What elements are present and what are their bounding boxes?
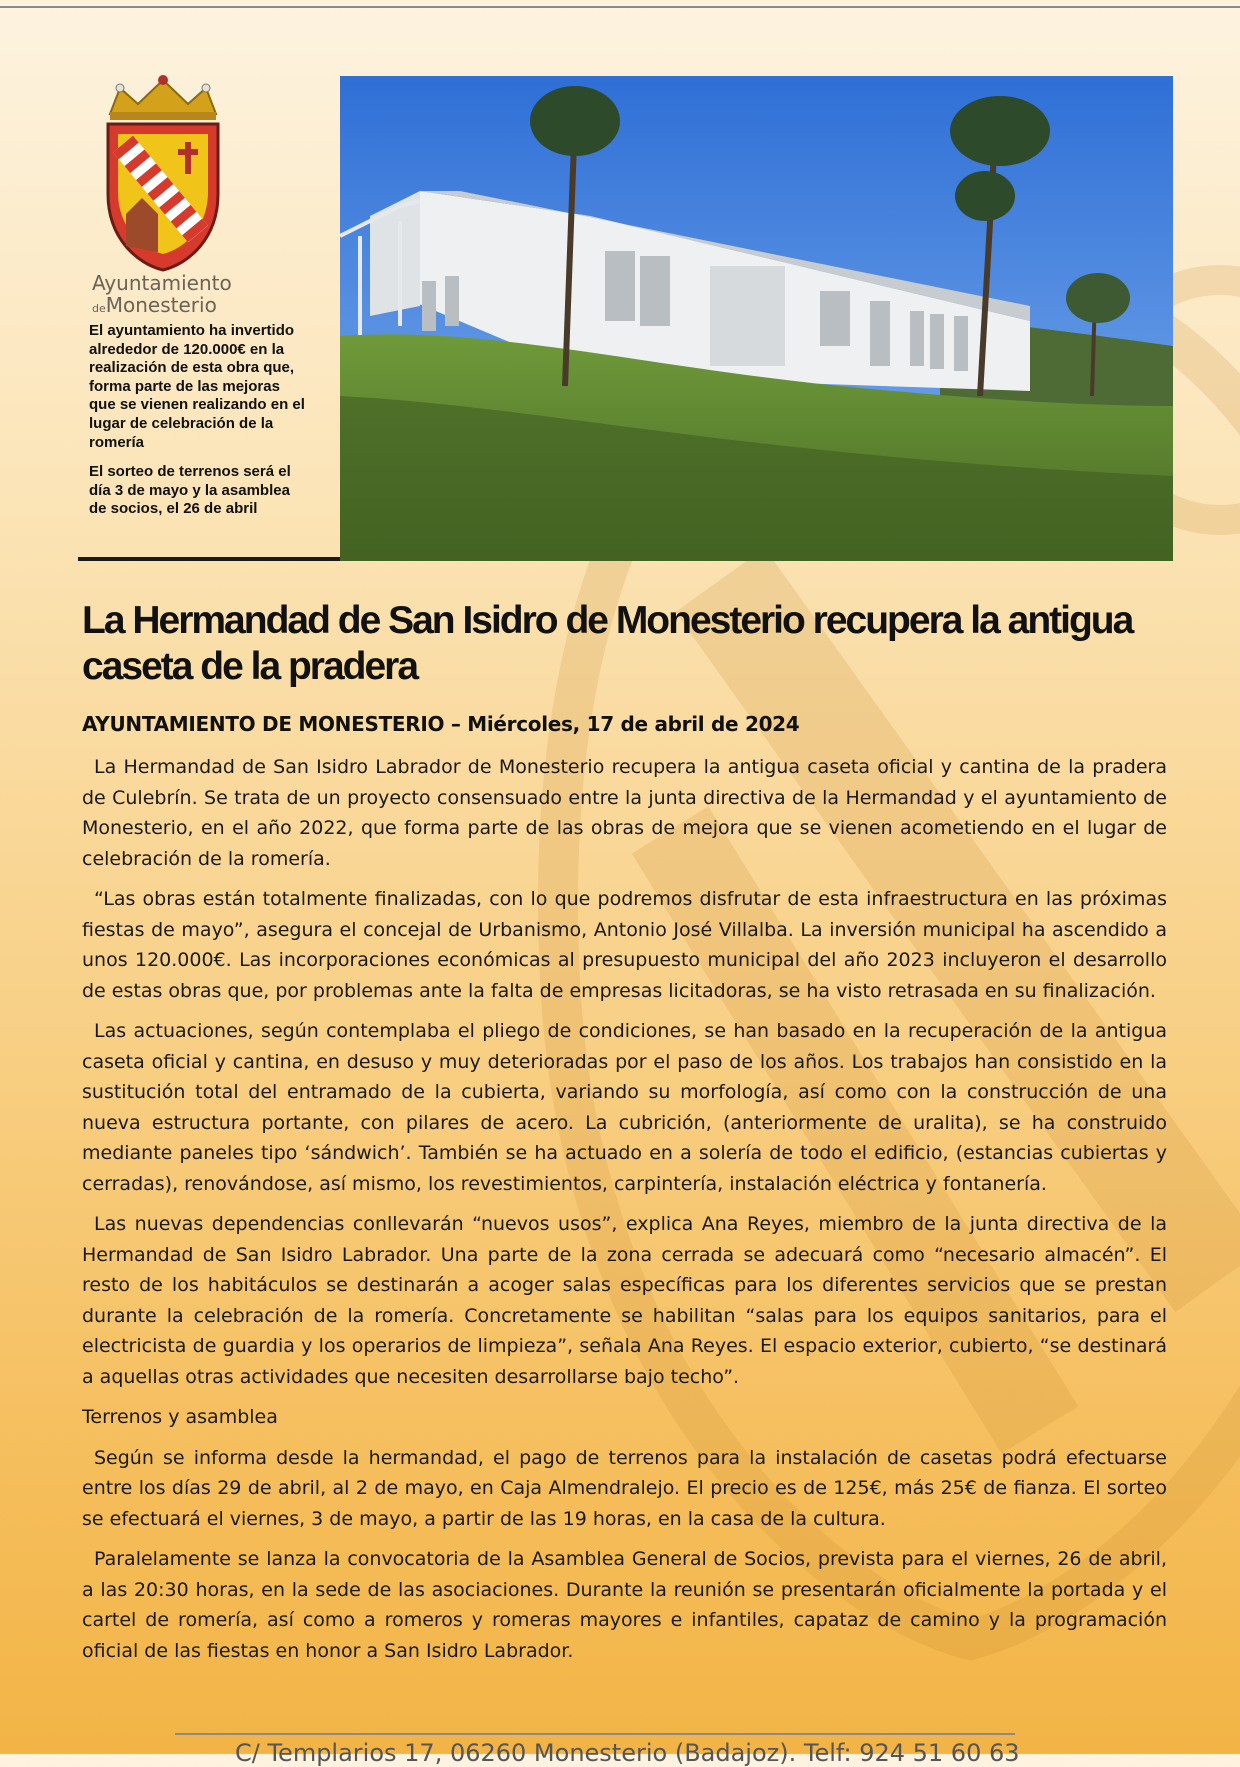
shield-icon bbox=[108, 124, 218, 270]
sidebar-summary bbox=[89, 322, 309, 530]
sidebar-paragraph-1: El ayuntamiento ha invertido alrededor de 120.000€ en la realización de esta obra que, forma parte de las mejoras que se vienen realizando en el lugar de celebración de la romería bbox=[89, 322, 305, 451]
sidebar-paragraph-2: El sorteo de terrenos será el día 3 de mayo y la asamblea de socios, el 26 de abril bbox=[89, 463, 291, 518]
caseta-photo bbox=[340, 76, 1173, 561]
article-paragraph: Según se informa desde la hermandad, el pago de terrenos para la instalación de casetas podrá efectuarse entre los días 29 de abril, al 2 de mayo, en Caja Almendralejo. El precio es de 125€, más 25€ de fianza. El sorteo se efectuará el viernes, 3 de mayo, a partir de las 19 horas, en la casa de la cultura. bbox=[82, 1446, 1167, 1530]
logo-wordmark bbox=[92, 272, 232, 320]
article-subheading: Terrenos y asamblea bbox=[82, 1406, 278, 1428]
ayuntamiento-logo bbox=[88, 74, 238, 274]
footer-rule bbox=[175, 1733, 1015, 1735]
article-paragraph: Las nuevas dependencias conllevarán “nuevos usos”, explica Ana Reyes, miembro de la junta directiva de la Hermandad de San Isidro Labrador. Una parte de la zona cerrada se adecuará como “necesario almacén”. El resto de los habitáculos se destinarán a acoger salas específicas para los diferentes servicios que se prestan durante la celebración de la romería. Concretamente se habilitan “salas para los equipos sanitarios, para el electricista de guardia y los operarios de limpieza”, señala Ana Reyes. El espacio exterior, cubierto, “se destinará a aquellas otras actividades que necesiten desarrollarse bajo techo”. bbox=[82, 1213, 1167, 1388]
article-title: La Hermandad de San Isidro de Monesterio recupera la antigua caseta de la pradera bbox=[82, 599, 1133, 688]
article-body bbox=[82, 752, 1167, 1676]
footer-address: C/ Templarios 17, 06260 Monesterio (Badajoz). Telf: 924 51 60 63 bbox=[235, 1739, 1020, 1767]
article-paragraph: “Las obras están totalmente finalizadas, con lo que podremos disfrutar de esta infraestructura en las próximas fiestas de mayo”, asegura el concejal de Urbanismo, Antonio José Villalba. La inversión municipal ha ascendido a unos 120.000€. Las incorporaciones económicas al presupuesto municipal del año 2023 incluyeron el desarrollo de estas obras que, por problemas ante la falta de empresas licitadoras, se ha visto retrasada en su finalización. bbox=[82, 888, 1167, 1002]
article-byline: AYUNTAMIENTO DE MONESTERIO – Miércoles, 17 de abril de 2024 bbox=[82, 712, 800, 736]
article-paragraph: Las actuaciones, según contemplaba el pliego de condiciones, se han basado en la recuperación de la antigua caseta oficial y cantina, en desuso y muy deterioradas por el paso de los años. Los trabajos han consistido en la sustitución total del entramado de la cubierta, variando su morfología, así como con la construcción de una nueva estructura portante, con pilares de acero. La cubrición, (anteriormente de uralita), se ha construido mediante paneles tipo ‘sándwich’. También se ha actuado en a solería de todo el edificio, (estancias cubiertas y cerradas), renovándose, así mismo, los revestimientos, carpintería, instalación eléctrica y fontanería. bbox=[82, 1020, 1167, 1195]
top-border bbox=[0, 6, 1240, 8]
article-paragraph: La Hermandad de San Isidro Labrador de Monesterio recupera la antigua caseta oficial y cantina de la pradera de Culebrín. Se trata de un proyecto consensuado entre la junta directiva de la Hermandad y el ayuntamiento de Monesterio, en el año 2022, que forma parte de las obras de mejora que se vienen acometiendo en el lugar de celebración de la romería. bbox=[82, 756, 1167, 870]
article-paragraph: Paralelamente se lanza la convocatoria de la Asamblea General de Socios, prevista para el viernes, 26 de abril, a las 20:30 horas, en la sede de las asociaciones. Durante la reunión se presentarán oficialmente la portada y el cartel de romería, así como a romeros y romeras mayores e infantiles, capataz de camino y la programación oficial de las fiestas en honor a San Isidro Labrador. bbox=[82, 1548, 1167, 1662]
logo-line2: Monesterio bbox=[105, 293, 217, 317]
crown-icon bbox=[110, 75, 216, 120]
logo-de: de bbox=[92, 302, 106, 315]
logo-line1: Ayuntamiento bbox=[92, 271, 232, 295]
sidebar-rule bbox=[78, 557, 340, 561]
